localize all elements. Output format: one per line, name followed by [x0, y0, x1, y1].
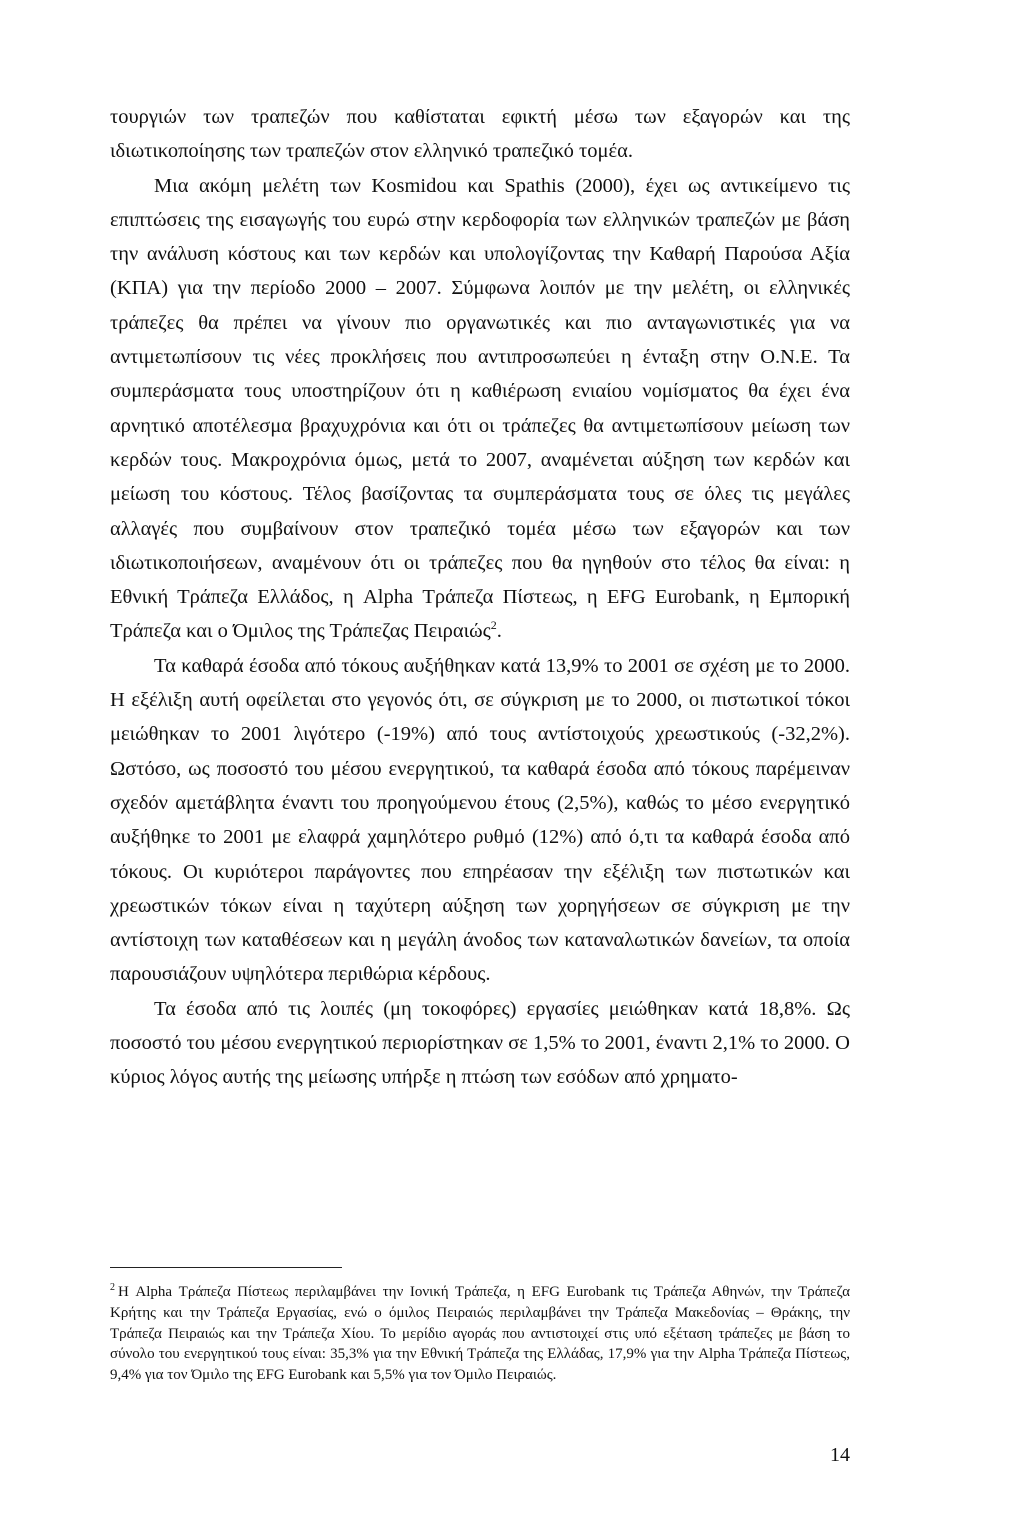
paragraph-tail: .	[496, 620, 502, 643]
footnote	[110, 1282, 850, 1386]
footnote-text: Η Alpha Τράπεζα Πίστεως περιλαμβάνει την Ιονική Τράπεζα, η EFG Eurobank τις Τράπεζα Αθηνών, την Τράπεζα Κρήτης και την Τράπεζα Εργασίας, ενώ ο όμιλος Πειραιώς περιλαμβάνει την Τράπεζα Μακεδονίας – Θράκης, την Τράπεζα Πειραιώς και την Τράπεζα Χίου. Το μερίδιο αγοράς που αντιστοιχεί στις υπό εξέταση τράπεζες με βάση το σύνολο του ενεργητικού τους είναι: 35,3% για την Εθνική Τράπεζα της Ελλάδας, 17,9% για την Alpha Τράπεζα Πίστεως, 9,4% για τον Όμιλο της EFG Eurobank και 5,5% για τον Όμιλο Πειραιώς.	[110, 1284, 850, 1384]
paragraph-kosmidou-study	[110, 169, 850, 649]
paragraph-continuation: τουργιών των τραπεζών που καθίσταται εφικτή μέσω των εξαγορών και της ιδιωτικοποίησης των τραπεζών στον ελληνικό τραπεζικό τομέα.	[110, 106, 850, 163]
page-number: 14	[830, 1444, 850, 1466]
body-text	[110, 100, 850, 1095]
footnote-marker: 2	[110, 1282, 115, 1293]
paragraph-text: Μια ακόμη μελέτη των Kosmidou και Spathis (2000), έχει ως αντικείμενο τις επιπτώσεις της εισαγωγής του ευρώ στην κερδοφορία των ελληνικών τραπεζών με βάση την ανάλυση κόστους και των κερδών και υπολογίζοντας την Καθαρή Παρούσα Αξία (ΚΠΑ) για την περίοδο 2000 – 2007. Σύμφωνα λοιπόν με την μελέτη, οι ελληνικές τράπεζες θα πρέπει να γίνουν πιο οργανωτικές και πιο ανταγωνιστικές για να αντιμετωπίσουν τις νέες προκλήσεις που αντιπροσωπεύει η ένταξη στην Ο.Ν.Ε. Τα συμπεράσματα τους υποστηρίζουν ότι η καθιέρωση ενιαίου νομίσματος θα έχει ένα αρνητικό αποτέλεσμα βραχυχρόνια και ότι οι τράπεζες θα αντιμετωπίσουν μείωση των κερδών τους. Μακροχρόνια όμως, μετά το 2007, αναμένεται αύξηση των κερδών και μείωση του κόστους. Τέλος βασίζοντας τα συμπεράσματα τους σε όλες τις μεγάλες αλλαγές που συμβαίνουν στον τραπεζικό τομέα μέσω των εξαγορών και των ιδιωτικοποιήσεων, αναμένουν ότι οι τράπεζες που θα ηγηθούν στο τέλος θα είναι: η Εθνική Τράπεζα Ελλάδος, η Alpha Τράπεζα Πίστεως, η EFG Eurobank, η Εμπορική Τράπεζα και ο Όμιλος της Τράπεζας Πειραιώς	[110, 174, 850, 643]
footnote-separator	[110, 1267, 342, 1268]
footnote-reference[interactable]: 2	[490, 618, 497, 633]
paragraph-other-income: Τα έσοδα από τις λοιπές (μη τοκοφόρες) εργασίες μειώθηκαν κατά 18,8%. Ως ποσοστό του μέσου ενεργητικού περιορίστηκαν σε 1,5% το 2001, έναντι 2,1% το 2000. Ο κύριος λόγος αυτής της μείωσης υπήρξε η πτώση των εσόδων από χρηματο-	[110, 997, 850, 1089]
paragraph-interest-income: Τα καθαρά έσοδα από τόκους αυξήθηκαν κατά 13,9% το 2001 σε σχέση με το 2000. Η εξέλιξη αυτή οφείλεται στο γεγονός ότι, σε σύγκριση με το 2000, οι πιστωτικοί τόκοι μειώθηκαν το 2001 λιγότερο (-19%) από τους αντίστοιχούς χρεωστικούς (-32,2%). Ωστόσο, ως ποσοστό του μέσου ενεργητικού, τα καθαρά έσοδα από τόκους παρέμειναν σχεδόν αμετάβλητα έναντι του προηγούμενου έτους (2,5%), καθώς το μέσο ενεργητικό αυξήθηκε το 2001 με ελαφρά χαμηλότερο ρυθμό (12%) από ό,τι τα καθαρά έσοδα από τόκους. Οι κυριότεροι παράγοντες που επηρέασαν την εξέλιξη των πιστωτικών και χρεωστικών τόκων είναι η ταχύτερη αύξηση των χορηγήσεων σε σύγκριση με την αντίστοιχη των καταθέσεων και η μεγάλη άνοδος των καταναλωτικών δανείων, τα οποία παρουσιάζουν υψηλότερα περιθώρια κέρδους.	[110, 654, 850, 986]
